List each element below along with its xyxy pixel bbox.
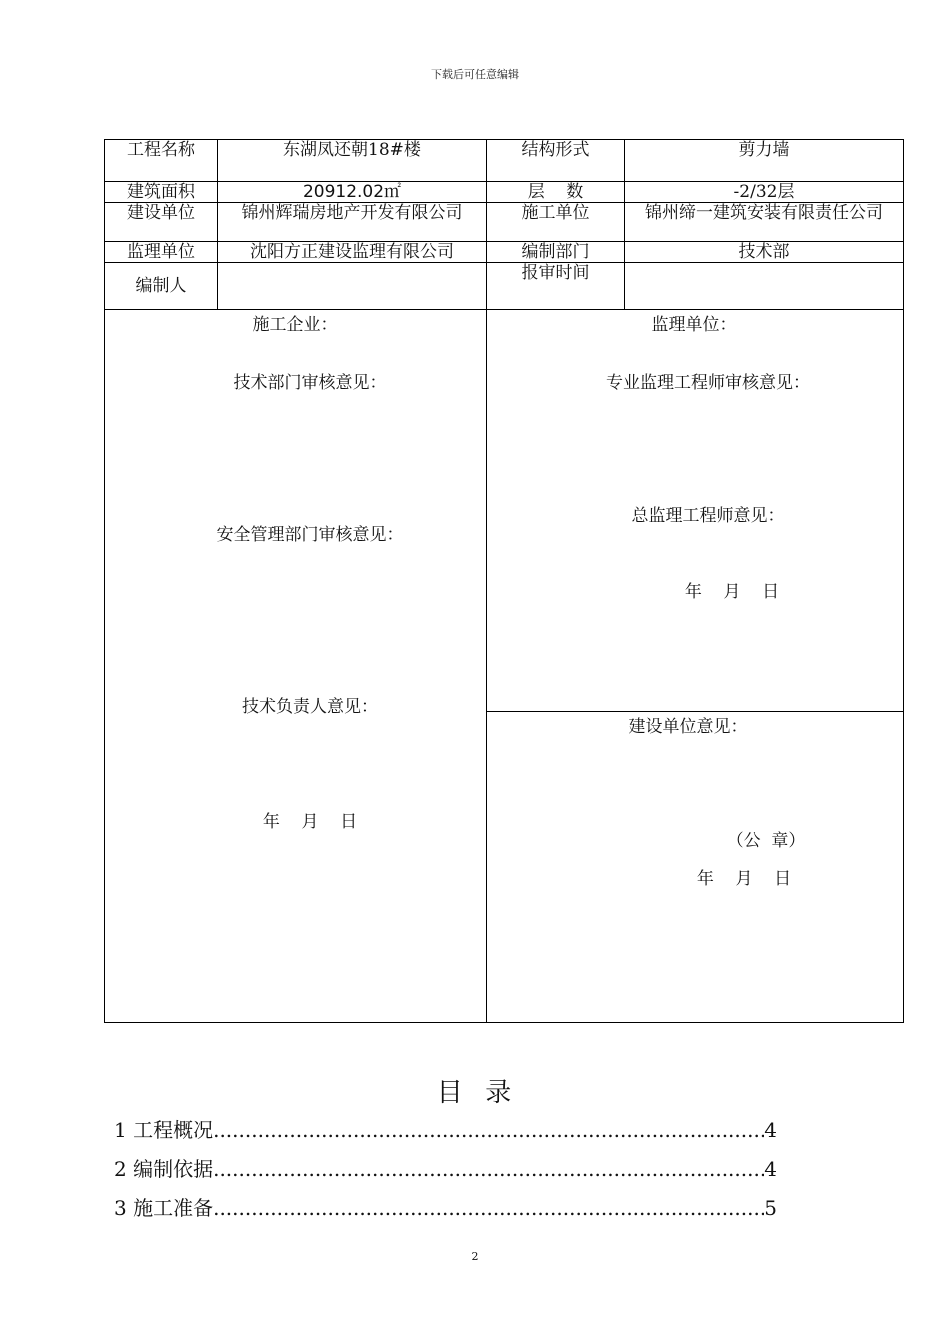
- toc-item[interactable]: [114, 1196, 777, 1220]
- toc-item-page: 4: [764, 1157, 777, 1181]
- right-bottom-date: 年 月 日: [696, 869, 792, 889]
- label-author: 编制人: [135, 276, 187, 296]
- label-contractor: 施工单位: [521, 203, 590, 223]
- value-supervisor: 沈阳方正建设监理有限公司: [250, 242, 454, 262]
- page-number: 2: [471, 1250, 479, 1263]
- value-structure-type: 剪力墙: [738, 140, 790, 160]
- value-department: 技术部: [738, 242, 790, 262]
- label-submit-time: 报审时间: [521, 263, 590, 283]
- toc-leader-dots: [213, 1196, 764, 1220]
- value-building-area: 20912.02㎡: [302, 182, 402, 202]
- pro-engineer-opinion-label: 专业监理工程师审核意见：: [606, 373, 810, 393]
- right-top-date: 年 月 日: [684, 582, 780, 602]
- tech-dept-opinion-label: 技术部门审核意见：: [233, 373, 387, 393]
- toc-item-label: 2 编制依据: [114, 1157, 214, 1181]
- value-contractor: 锦州缔一建筑安装有限责任公司: [645, 203, 883, 223]
- header-note: 下载后可任意编辑: [431, 68, 519, 81]
- toc-item-label: 1 工程概况: [114, 1118, 214, 1142]
- label-project-name: 工程名称: [127, 140, 195, 160]
- toc-item-page: 4: [764, 1118, 777, 1142]
- toc-leader-dots: [213, 1118, 764, 1142]
- label-building-area: 建筑面积: [127, 182, 195, 202]
- value-developer: 锦州辉瑞房地产开发有限公司: [241, 203, 463, 223]
- left-date: 年 月 日: [262, 812, 358, 832]
- tech-lead-opinion-label: 技术负责人意见：: [242, 697, 378, 717]
- label-supervisor: 监理单位: [127, 242, 195, 262]
- construction-company-heading: 施工企业：: [252, 315, 338, 335]
- chief-engineer-opinion-label: 总监理工程师意见：: [631, 506, 785, 526]
- supervision-unit-heading: 监理单位：: [651, 315, 737, 335]
- label-floors: 层 数: [527, 182, 584, 202]
- toc-item-page: 5: [764, 1196, 777, 1220]
- toc-item[interactable]: [114, 1118, 777, 1142]
- label-developer: 建设单位: [127, 203, 195, 223]
- label-department: 编制部门: [521, 242, 590, 262]
- value-floors: -2/32层: [733, 182, 795, 202]
- owner-opinion-label: 建设单位意见：: [628, 717, 748, 737]
- label-structure-type: 结构形式: [521, 140, 590, 160]
- toc-item-label: 3 施工准备: [114, 1196, 214, 1220]
- official-seal-label: （公 章）: [726, 831, 806, 851]
- value-project-name: 东湖凤还朝18#楼: [283, 140, 421, 160]
- toc-leader-dots: [213, 1157, 764, 1181]
- toc-item[interactable]: [114, 1157, 777, 1181]
- toc-title: 目 录: [436, 1078, 514, 1108]
- safety-dept-opinion-label: 安全管理部门审核意见：: [216, 525, 404, 545]
